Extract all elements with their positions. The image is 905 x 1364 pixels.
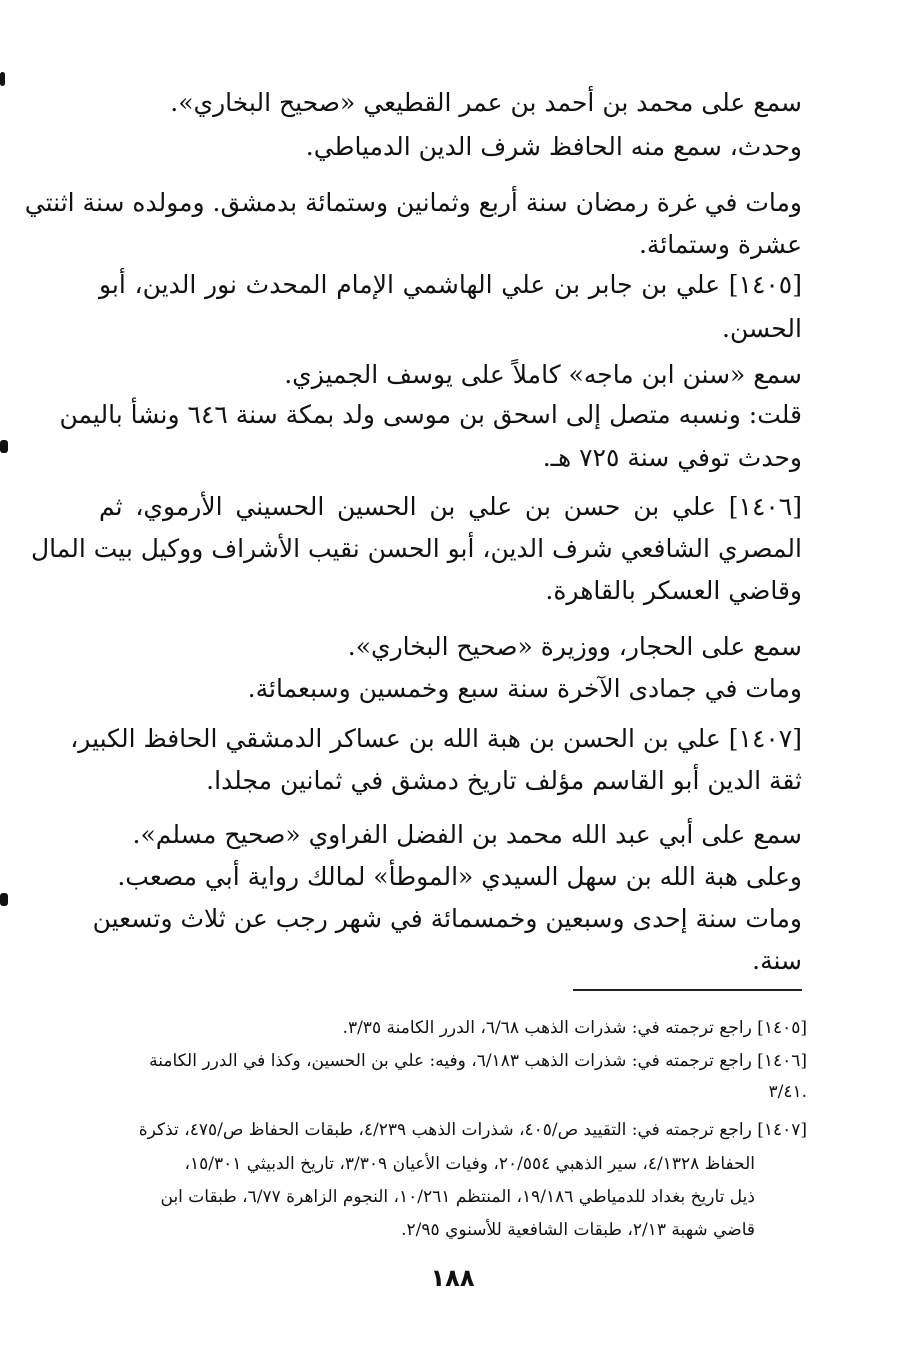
text-line: وحدث توفي سنة ٧٢٥ هـ. [542,443,802,472]
text-line: ومات في جمادى الآخرة سنة سبع وخمسين وسبعمائة. [247,674,802,703]
entry-heading: [١٤٠٥] علي بن جابر بن علي الهاشمي الإمام المحدث نور الدين، أبو [99,270,802,299]
scan-mark [0,893,8,906]
scan-mark [0,440,8,453]
text-line: المصري الشافعي شرف الدين، أبو الحسن نقيب الأشراف ووكيل بيت المال [31,534,802,563]
footnote: ٣/٤١. [768,1082,807,1102]
text-line: ومات سنة إحدى وسبعين وخمسمائة في شهر رجب عن ثلاث وتسعين [92,904,802,933]
footnote: [١٤٠٧] راجع ترجمته في: التقييد ص/٤٠٥، شذرات الذهب ٤/٢٣٩، طبقات الحفاظ ص/٤٧٥، تذكرة [138,1120,807,1140]
text-line justify: ومات في غرة رمضان سنة أربع وثمانين وستمائة بدمشق. ومولده سنة اثنتي [24,188,802,217]
entry-heading: [١٤٠٧] علي بن الحسن بن هبة الله بن عساكر الدمشقي الحافظ الكبير، [70,724,802,753]
text-line: قلت: ونسبه متصل إلى اسحق بن موسى ولد بمكة سنة ٦٤٦ ونشأ باليمن [59,400,802,429]
text-line: سنة. [752,946,802,975]
text-line: ثقة الدين أبو القاسم مؤلف تاريخ دمشق في ثمانين مجلدا. [206,766,802,795]
footnote-separator [573,989,802,991]
entry-heading: [١٤٠٦] علي بن حسن بن علي بن الحسين الحسيني الأرموي، ثم [99,492,802,521]
text-line: وقاضي العسكر بالقاهرة. [545,576,802,605]
text-line: سمع على الحجار، ووزيرة «صحيح البخاري». [347,632,802,661]
text-line: وعلى هبة الله بن سهل السيدي «الموطأ» لمالك رواية أبي مصعب. [117,862,802,891]
text-line: سمع على أبي عبد الله محمد بن الفضل الفراوي «صحيح مسلم». [132,820,802,849]
footnote: [١٤٠٥] راجع ترجمته في: شذرات الذهب ٦/٦٨، الدرر الكامنة ٣/٣٥. [342,1018,807,1038]
text-line: الحسن. [722,314,802,343]
footnote: الحفاظ ٤/١٣٢٨، سير الذهبي ٢٠/٥٥٤، وفيات الأعيان ٣/٣٠٩، تاريخ الدبيثي ١٥/٣٠١، [184,1154,755,1174]
text-line: سمع «سنن ابن ماجه» كاملاً على يوسف الجميزي. [284,360,802,389]
text-line: وحدث، سمع منه الحافظ شرف الدين الدمياطي. [305,132,802,161]
footnote: قاضي شهبة ٢/١٣، طبقات الشافعية للأسنوي ٢/٩٥. [401,1220,755,1240]
page-number: ١٨٨ [430,1264,475,1292]
footnote: ذيل تاريخ بغداد للدمياطي ١٩/١٨٦، المنتظم ١٠/٢٦١، النجوم الزاهرة ٦/٧٧، طبقات ابن [160,1187,755,1207]
scan-mark [0,72,5,86]
text-line: عشرة وستمائة. [638,230,802,259]
footnote: [١٤٠٦] راجع ترجمته في: شذرات الذهب ٦/١٨٣، وفيه: علي بن الحسين، وكذا في الدرر الكامنة [149,1051,807,1071]
text-line: سمع على محمد بن أحمد بن عمر القطيعي «صحيح البخاري». [170,88,802,117]
